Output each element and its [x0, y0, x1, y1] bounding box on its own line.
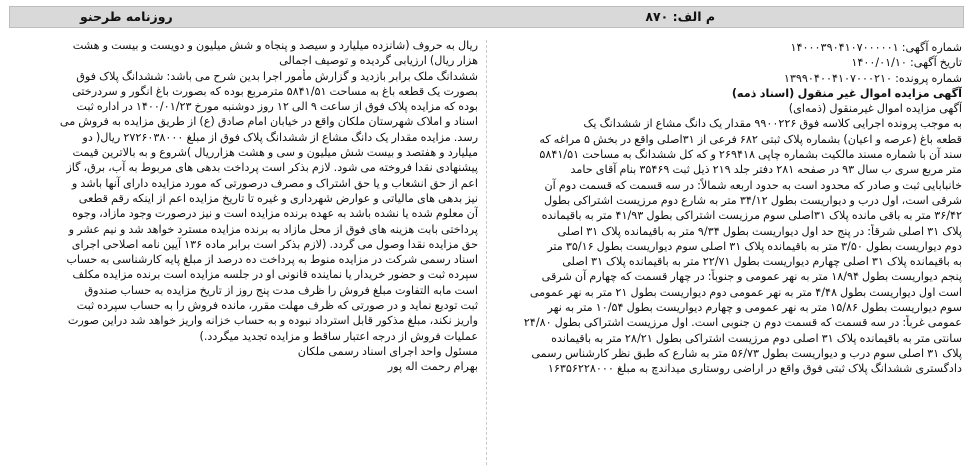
body-line: هزار ریال) ارزیابی گردیده و توصیف اجمالی	[279, 54, 478, 68]
body-line: است اول دیواریست بطول ۴/۴۸ متر به نهر عمومی دوم دیواریست بطول ۲۱ متر به نهر عمومی	[529, 285, 962, 299]
body-line: نیز بدهی های مالیاتی و عوارض شهرداری و غیره تا تاریخ مزایده اعم از اینکه رقم قطعی	[78, 191, 478, 205]
case-number: شماره پرونده: ۱۳۹۹۰۴۰۰۴۱۰۷۰۰۰۲۱۰	[783, 71, 962, 85]
body-line: سند آن با شماره مسند مالکیت بشماره چاپی ۲۶۹۴۱۸ و که کل ششدانگ به مساحت ۵۸۴۱/۵۱	[539, 148, 962, 162]
ad-heading: آگهی مزایده اموال غیر منقول (اسناد ذمه)	[731, 86, 962, 100]
header-bar	[9, 6, 964, 28]
body-line: به موجب پرونده اجرایی کلاسه فوق ۹۹۰۰۲۲۶ مقدار یک دانگ مشاع از ششدانگ یک	[583, 117, 962, 131]
ad-number: شماره آگهی: ۱۴۰۰۰۳۹۰۴۱۰۷۰۰۰۰۰۱	[790, 41, 962, 54]
body-line: پنجم دیواریست بطول ۱۸/۹۴ متر به نهر عمومی و جنوباً: در چهار قسمت که چهارم آن شرقی	[541, 270, 962, 284]
body-line: ثبت تودیع نماید و در صورتی که ظرف مهلت مقرر، مانده فروش را به حساب سپرده ثبت	[76, 299, 478, 313]
body-line: شرقی است، اول درب و دیواریست بطول ۳۴/۱۲ متر به شارع دوم مرزیست اشتراکی بطول	[544, 193, 962, 207]
body-line: متر مربع سری ب سال ۹۳ در صفحه ۲۸۱ دفتر جلد ۲۱۹ ذیل ثبت ۳۵۴۶۹ بنام آقای حامد	[570, 163, 962, 177]
body-line: واریز نکند، مبلغ مذکور قابل استرداد نبوده و به حساب خزانه واریز خواهد شد دراین صورت	[67, 314, 478, 328]
body-line: اسناد رسمی شرکت در مزایده منوط به پرداخت ده درصد از مبلغ پایه کارشناسی به حساب	[66, 253, 478, 267]
body-line: میلیارد و هفتصد و بیست شش میلیون و سی و هشت هزارریال )شروع و به بالاترین قیمت	[72, 146, 478, 160]
column-divider	[486, 40, 487, 465]
body-line: بصورت یک قطعه باغ به مساحت ۵۸۴۱/۵۱ مترمربع بوده که بصورت باغ انگور و سردرختی	[72, 84, 478, 98]
ad-code: م الف: ۸۷۰	[645, 9, 715, 24]
body-line: عمومی غرباً: در سه قسمت که قسمت دوم ن جنوبی است. اول مرزیست اشتراکی بطول ۲۴/۸۰	[523, 316, 962, 330]
body-line: سوم دیواریست بطول ۱۵/۸۶ متر به نهر عمومی و چهارم دیواریست بطول ۱۰/۵۴ متر به نهر	[547, 301, 962, 315]
body-line: دوم دیواریست بطول ۳/۵۰ متر به باقیمانده پلاک ۳۱ اصلی سوم دیواریست بطول ۳۵/۱۶ متر	[547, 239, 962, 253]
body-line: است مابه التفاوت مبلغ فروش را ظرف مدت پنج روز از تاریخ مزایده به حساب صندوق	[84, 283, 478, 297]
signature-name: بهرام رحمت اله پور	[387, 360, 478, 374]
body-line: اعم از حق انشعاب و یا حق اشتراک و مصرف درصورتی که مورد مزایده دارای آنها باشد و	[71, 176, 478, 190]
body-line: به باقیمانده پلاک ۳۱ اصلی چهارم دیواریست بطول ۲۲/۷۱ متر به باقیمانده پلاک ۳۱ اصلی	[562, 255, 962, 269]
body-line: بوده که مزایده پلاک فوق از ساعت ۹ الی ۱۲ روز دوشنبه مورخ ۱۴۰۰/۰۱/۲۳ در اداره ثبت	[76, 100, 478, 114]
body-line: پلاک ۳۱ اصلی سوم درب و دیواریست بطول ۵۶/۷۳ متر به شارع که طبق نظر کارشناس رسمی	[531, 346, 962, 360]
body-line: آن معلوم شده یا نشده باشد به عهده برنده مزایده است و نیز درصورت وجود مازاد، وجوه	[72, 207, 478, 221]
body-line: ۳۶/۴۲ متر به باقی مانده پلاک ۳۱اصلی سوم مرزیست اشتراکی بطول ۴۱/۹۳ متر به باقیمانده	[541, 209, 962, 223]
body-line: سانتی متر به باقیمانده پلاک ۳۱ اصلی دوم مرزیست اشتراکی بطول ۲۸/۲۱ متر به باقیمانده	[551, 331, 962, 345]
ad-subheading: آگهی مزایده اموال غیرمنقول (ذمه‌ای)	[788, 102, 962, 116]
body-line: قطعه باغ (عرصه و اعیان) بشماره پلاک ثبتی ۶۸۲ فرعی از ۳۱اصلی واقع در بخش ۵ مراغه که	[539, 132, 962, 146]
body-line: پرداختی بابت هزینه های فوق از محل مازاد به برنده مزایده مسترد خواهد شد و نیم عشر و	[68, 222, 478, 236]
body-line: حق مزایده نقدا وصول می گردد. (لازم بذکر است برابر ماده ۱۳۶ آیین نامه اصلاحی اجرای	[71, 237, 478, 251]
body-line: رسد. مزایده مقدار یک دانگ مشاع از ششدانگ پلاک فوق از مبلغ ۲۷۲۶۰۳۸۰۰۰ ریال( دو	[82, 130, 478, 144]
body-line: دادگستری ششدانگ پلاک ثبتی فوق واقع در اراضی روستاری میداندچ به مبلغ ۱۶۳۵۶۲۲۸۰۰۰	[547, 362, 962, 376]
right-column	[482, 40, 962, 377]
body-line: پلاک ۳۱ اصلی شرقاً: در پنج حد اول دیواریست بطول ۹/۳۴ متر به باقیمانده پلاک ۳۱ اصلی	[557, 224, 962, 238]
body-line: پیشنهادی نقدا فروخته می شود. لازم بذکر است پرداخت بدهی های مربوط به آب، برق، گاز	[66, 161, 478, 175]
body-line: عملیات فروش از درجه اعتبار ساقط و مزایده تجدید میگردد.)	[199, 329, 478, 343]
left-column	[8, 38, 478, 375]
signature-title: مسئول واحد اجرای اسناد رسمی ملکان	[297, 344, 478, 358]
body-line: ششدانگ ملک برابر بازدید و گزارش مأمور اجرا بدین شرح می باشد: ششدانگ پلاک فوق	[76, 69, 478, 83]
ad-date: تاریخ آگهی: ۱۴۰۰/۰۱/۱۰	[851, 56, 962, 70]
body-line: سپرده ثبت و حضور خریدار یا نماینده قانونی او در جلسه مزایده است برنده مزایده مکلف	[72, 268, 478, 282]
body-line: اسناد و املاک شهرستان ملکان واقع در خیابان امام صادق (ع) از طریق مزایده به فروش می	[59, 115, 478, 129]
body-line: ریال به حروف (شانزده میلیارد و سیصد و پنجاه و شش میلیون و دویست و بیست و هشت	[72, 39, 478, 52]
body-line: خانبابایی ثبت و صادر که محدود است به حدود اربعه شمالاً: در سه قسمت که قسمت دوم آن	[544, 178, 962, 192]
newspaper-name: روزنامه طرحنو	[80, 9, 173, 24]
